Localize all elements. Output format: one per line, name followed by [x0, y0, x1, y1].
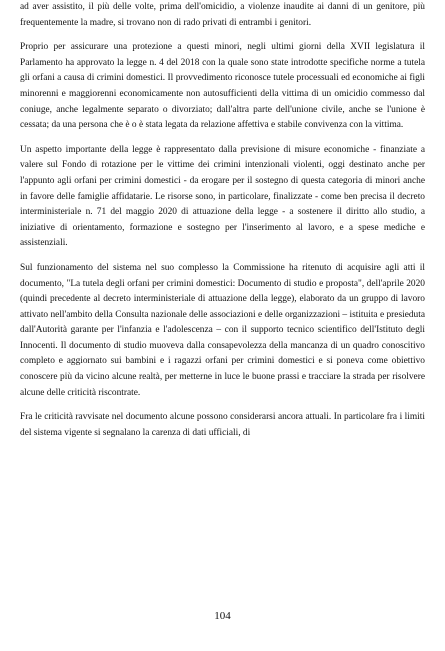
paragraph-continuation: ad aver assistito, il più delle volte, prima dell'omicidio, a violenze inaudite ai danni di un genitore, più frequentemente la madre, si trovano non di rado privati di entrambi i genitori. [20, 2, 425, 28]
document-body [20, 0, 425, 441]
page-number: 104 [214, 610, 231, 622]
paragraph-law-4-2018: Proprio per assicurare una protezione a questi minori, negli ultimi giorni della XVII legislatura il Parlamento ha approvato la legge n. 4 del 2018 con la quale sono state introdotte specifiche norme a tutela gli orfani a causa di crimini domestici. Il provvedimento riconosce tutele processuali ed economiche ai figli minorenni e maggiorenni economicamente non autosufficienti della vittima di un omicidio commesso dal coniuge, anche legalmente separato o divorziato; dall'altra parte dell'unione civile, anche se l'unione è cessata; da una persona che è o è stata legata da relazione affettiva e stabile convivenza con la vittima. [20, 42, 425, 131]
paragraph-commission-document: Sul funzionamento del sistema nel suo complesso la Commissione ha ritenuto di acquisire agli atti il documento, "La tutela degli orfani per crimini domestici: Documento di studio e proposta", dell'aprile 2020 (quindi precedente al decreto interministeriale di attuazione della legge), elaborato da un gruppo di lavoro attivato nell'ambito della Consulta nazionale delle associazioni e delle organizzazioni – istituita e presieduta dall'Autorità garante per l'infanzia e l'adolescenza – con il supporto tecnico scientifico dell'Istituto degli Innocenti. Il documento di studio muoveva dalla consapevolezza della mancanza di un quadro conoscitivo completo e aggiornato sui bambini e i ragazzi orfani per crimini domestici e si poneva come obiettivo conoscere più da vicino alcune realtà, per metterne in luce le buone prassi e tracciare la strada per risolvere alcune delle criticità riscontrate. [20, 262, 425, 398]
paragraph-criticalities: Fra le criticità ravvisate nel documento alcune possono considerarsi ancora attuali. In particolare fra i limiti del sistema vigente si segnalano la carenza di dati ufficiali, di [20, 412, 425, 438]
paragraph-economic-measures: Un aspetto importante della legge è rappresentato dalla previsione di misure economiche - finanziate a valere sul Fondo di rotazione per le vittime dei crimini intenzionali violenti, oggi destinato anche per l'appunto agli orfani per crimini domestici - da erogare per il sostegno di questa categoria di minori anche in favore delle famiglie affidatarie. Le risorse sono, in particolare, finalizzate - come ben precisa il decreto interministeriale n. 71 del maggio 2020 di attuazione della legge - a sostenere il diritto allo studio, a iniziative di orientamento, formazione e sostegno per l'inserimento al lavoro, e a spese mediche e assistenziali. [20, 144, 425, 249]
